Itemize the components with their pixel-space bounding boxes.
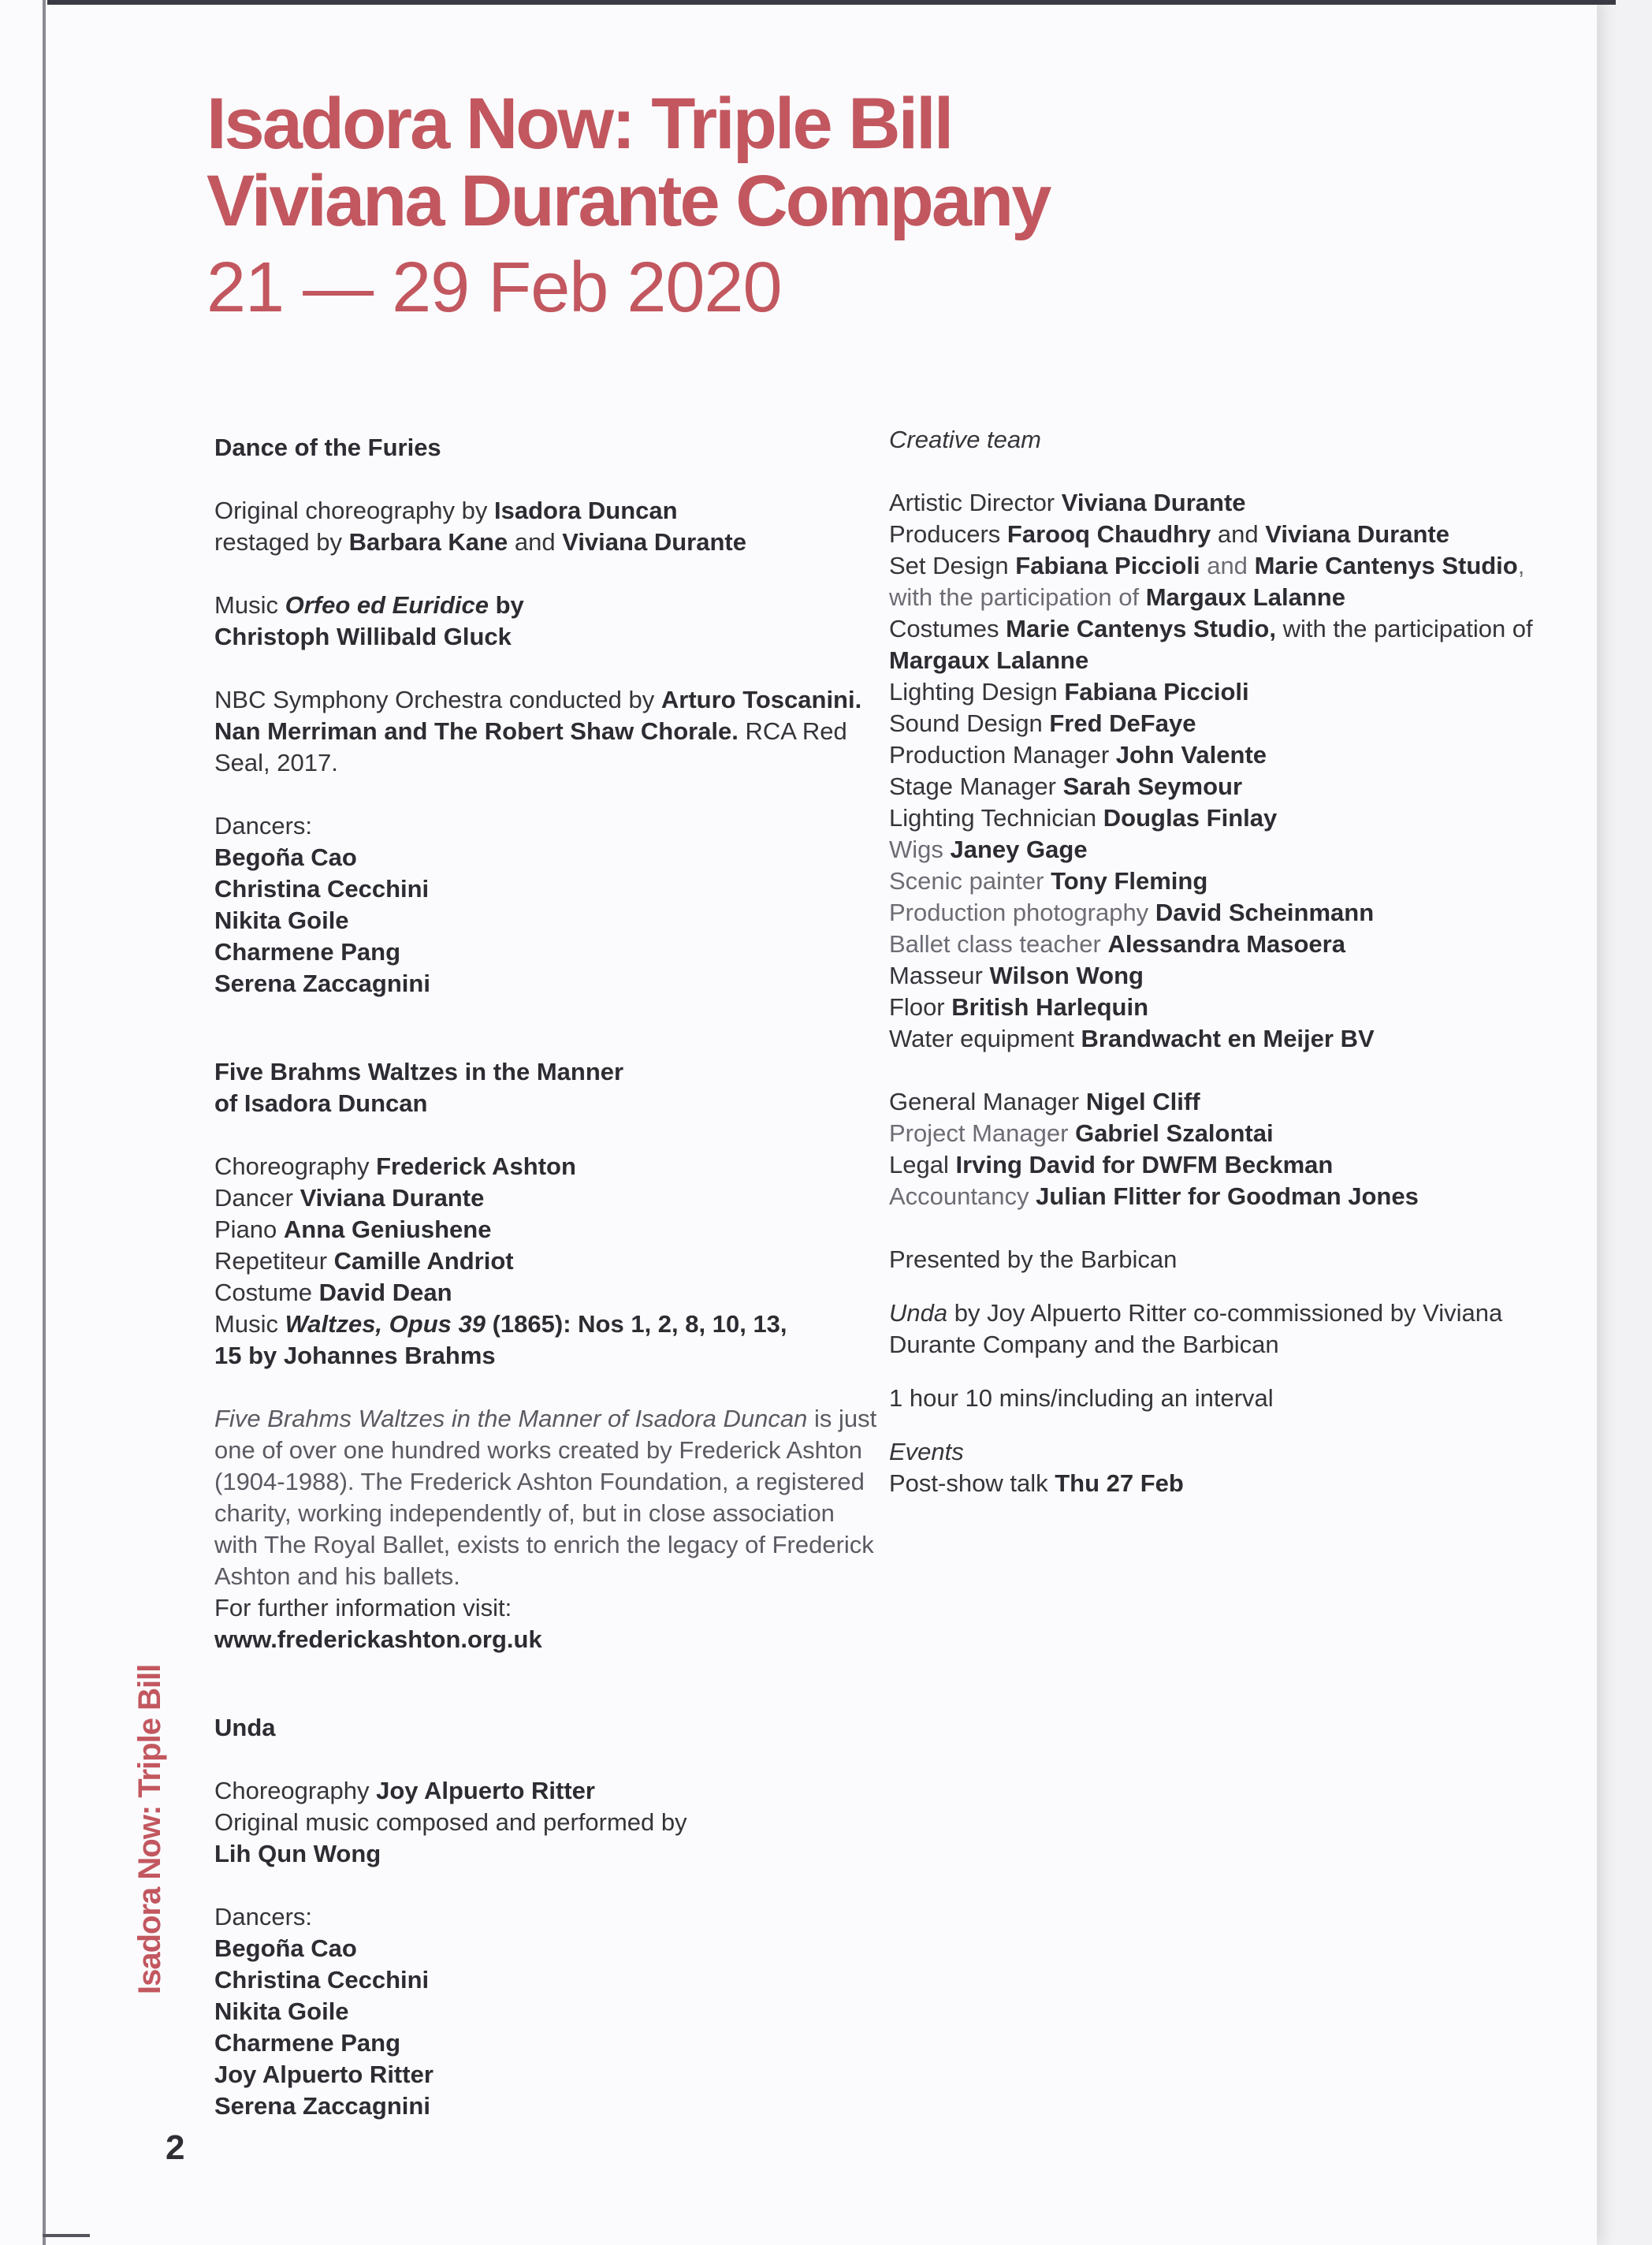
music-by: by <box>495 591 524 619</box>
creative-credit <box>889 897 1567 929</box>
credit-role: Repetiteur <box>214 1247 328 1275</box>
credit-name: Julian Flitter for Goodman Jones <box>1036 1182 1419 1210</box>
credit-name: Gabriel Szalontai <box>1075 1119 1274 1147</box>
management-credit <box>889 1181 1567 1212</box>
credit-name: John Valente <box>1115 741 1267 769</box>
credit-name: British Harlequin <box>951 993 1149 1021</box>
brahms-credit <box>214 1182 884 1214</box>
credit-role: Costumes <box>889 615 999 642</box>
credit-name: Joy Alpuerto Ritter <box>376 1777 595 1804</box>
side-running-title: Isadora Now: Triple Bill <box>132 1664 167 1994</box>
credit-name: Fabiana Piccioli <box>1015 552 1200 579</box>
credit-name: Tony Fleming <box>1051 867 1208 895</box>
credit-name: Viviana Durante <box>1265 520 1449 548</box>
credit-role: Choreography <box>214 1777 370 1804</box>
title-line-2: Viviana Durante Company <box>206 161 1050 241</box>
page-number: 2 <box>166 2128 185 2167</box>
credit-name: Lih Qun Wong <box>214 1840 381 1867</box>
creative-credit <box>889 834 1567 866</box>
credit-name: David Scheinmann <box>1155 899 1375 926</box>
title-dates: 21 — 29 Feb 2020 <box>206 248 782 327</box>
credit-role: Music <box>214 1310 278 1338</box>
event-date: Thu 27 Feb <box>1055 1469 1184 1497</box>
credit-name: Fred DeFaye <box>1049 709 1196 737</box>
dancer-name: Serena Zaccagnini <box>214 2092 430 2120</box>
unda-choreography <box>214 1775 884 1807</box>
dancer-name: Begoña Cao <box>214 843 357 871</box>
creative-credit <box>889 613 1567 676</box>
dancer-name: Charmene Pang <box>214 2029 401 2057</box>
music-title: Orfeo ed Euridice <box>285 591 489 619</box>
furies-dancer <box>214 873 884 905</box>
furies-dancer <box>214 905 884 936</box>
credit-role: restaged by <box>214 528 342 556</box>
brahms-credit <box>214 1151 884 1182</box>
running-time: 1 hour 10 mins/including an interval <box>889 1384 1274 1412</box>
creative-credit <box>889 487 1567 519</box>
credit-role: Original music composed and performed by <box>214 1808 687 1836</box>
management-credit <box>889 1086 1567 1118</box>
credit-role: Production photography <box>889 899 1149 926</box>
furies-choreography <box>214 495 884 558</box>
event-item <box>889 1468 1567 1499</box>
credit-role: Music <box>214 591 278 619</box>
unda-dancers-label: Dancers: <box>214 1903 313 1930</box>
conjunction: and <box>514 528 556 556</box>
dancer-name: Christina Cecchini <box>214 1966 430 1994</box>
credit-role: Production Manager <box>889 741 1110 769</box>
creative-heading-text: Creative team <box>889 426 1041 453</box>
music-detail: 15 by Johannes Brahms <box>214 1342 496 1369</box>
credit-name: Christoph Willibald Gluck <box>214 623 512 650</box>
blurb-work-title: Five Brahms Waltzes in the Manner of Isadora Duncan <box>214 1405 808 1432</box>
brahms-credit <box>214 1277 884 1309</box>
credit-name: Margaux Lalanne <box>889 646 1089 674</box>
event-text: Post-show talk <box>889 1469 1048 1497</box>
presented-by: Presented by the Barbican <box>889 1245 1178 1273</box>
brahms-heading <box>214 1056 884 1119</box>
furies-dancer <box>214 936 884 968</box>
credit-name: Douglas Finlay <box>1103 804 1278 832</box>
brahms-credit <box>214 1214 884 1245</box>
credit-role: Choreography <box>214 1152 370 1180</box>
furies-recording <box>214 684 884 779</box>
left-column <box>214 432 884 2122</box>
conjunction: and <box>1217 520 1259 548</box>
credit-name: Camille Andriot <box>333 1247 514 1275</box>
credit-name: Nigel Cliff <box>1085 1088 1200 1115</box>
unda-dancer <box>214 1964 884 1996</box>
credit-name: Anna Geniushene <box>283 1216 492 1243</box>
furies-dancer <box>214 968 884 1000</box>
creative-credit <box>889 802 1567 834</box>
management-credit <box>889 1149 1567 1181</box>
unda-heading: Unda <box>214 1714 276 1741</box>
credit-name: Viviana Durante <box>562 528 746 556</box>
furies-dancer <box>214 842 884 873</box>
creative-credit <box>889 992 1567 1023</box>
recording-performers: Arturo Toscanini. Nan Merriman and The Robert Shaw Chorale. <box>214 686 862 745</box>
creative-credit <box>889 866 1567 897</box>
unda-dancer <box>214 1933 884 1964</box>
creative-credit <box>889 960 1567 992</box>
furies-music <box>214 590 884 653</box>
creative-credit <box>889 550 1567 613</box>
credit-name: Frederick Ashton <box>376 1152 576 1180</box>
commission-text: by Joy Alpuerto Ritter co-commissioned by Viviana Durante Company and the Barbican <box>889 1299 1503 1358</box>
events-label <box>889 1436 1567 1468</box>
recording-text: NBC Symphony Orchestra conducted by <box>214 686 655 713</box>
creative-credit <box>889 708 1567 739</box>
credit-name: Farooq Chaudhry <box>1006 520 1211 548</box>
unda-dancer <box>214 2090 884 2122</box>
creative-credit <box>889 1023 1567 1055</box>
credit-role: Legal <box>889 1151 949 1178</box>
credit-name: Brandwacht en Meijer BV <box>1081 1025 1375 1052</box>
dancer-name: Joy Alpuerto Ritter <box>214 2061 433 2088</box>
music-title: Waltzes, Opus 39 <box>285 1310 486 1338</box>
credit-role: Original choreography by <box>214 497 488 524</box>
events-label-text: Events <box>889 1438 964 1465</box>
unda-music <box>214 1807 884 1870</box>
dancer-name: Charmene Pang <box>214 938 401 966</box>
title-line-1: Isadora Now: Triple Bill <box>206 84 952 164</box>
credit-role: Lighting Technician <box>889 804 1097 832</box>
dancer-name: Christina Cecchini <box>214 875 430 903</box>
management-credit <box>889 1118 1567 1149</box>
blurb-info: For further information visit: <box>214 1594 512 1621</box>
blurb-text: is just one of over one hundred works created by Frederick Ashton (1904-1988). The Frederick Ashton Foundation, a registered charity, working independently of, but in close association with The Royal Ballet, exists to enrich the legacy of Frederick Ashton and his ballets. <box>214 1405 877 1590</box>
creative-credit <box>889 519 1567 550</box>
credit-role: Piano <box>214 1216 277 1243</box>
credit-role: Costume <box>214 1279 313 1306</box>
credit-role: Sound Design <box>889 709 1043 737</box>
creative-team-heading <box>889 424 1567 456</box>
credit-role: General Manager <box>889 1088 1080 1115</box>
bottom-edge-rule <box>43 2234 90 2237</box>
music-detail: (1865): Nos 1, 2, 8, 10, 13, <box>492 1310 787 1338</box>
credit-role: Producers <box>889 520 1001 548</box>
brahms-credit <box>214 1245 884 1277</box>
credit-note: with the participation of <box>1282 615 1533 642</box>
credit-role: Dancer <box>214 1184 293 1212</box>
brahms-music <box>214 1309 884 1372</box>
credit-name: Irving David for DWFM Beckman <box>955 1151 1334 1178</box>
recording-label: RCA Red Seal, 2017. <box>214 717 847 776</box>
dancer-name: Serena Zaccagnini <box>214 970 430 997</box>
dancer-name: Nikita Goile <box>214 1997 349 2025</box>
creative-credit <box>889 739 1567 771</box>
unda-dancer <box>214 1996 884 2027</box>
dancer-name: Nikita Goile <box>214 907 349 934</box>
credit-role: Wigs <box>889 836 943 863</box>
credit-role: Stage Manager <box>889 773 1056 800</box>
commission-work-title: Unda <box>889 1299 948 1327</box>
credit-name: Isadora Duncan <box>493 497 678 524</box>
commission-note <box>889 1297 1567 1361</box>
brahms-heading-line: Five Brahms Waltzes in the Manner <box>214 1058 624 1085</box>
ashton-link[interactable] <box>214 1624 884 1655</box>
credit-name: Viviana Durante <box>1061 489 1246 516</box>
credit-role: Set Design <box>889 552 1009 579</box>
furies-dancers-label: Dancers: <box>214 812 313 840</box>
credit-name: Wilson Wong <box>989 962 1144 989</box>
top-edge-rule <box>47 0 1616 5</box>
creative-credit <box>889 771 1567 802</box>
credit-role: Project Manager <box>889 1119 1069 1147</box>
credit-name: Viviana Durante <box>300 1184 485 1212</box>
conjunction: and <box>1207 552 1248 579</box>
ashton-url[interactable]: www.frederickashton.org.uk <box>214 1625 542 1653</box>
unda-dancer <box>214 2027 884 2059</box>
credit-name: David Dean <box>318 1279 452 1306</box>
credit-name: Marie Cantenys Studio, <box>1006 615 1276 642</box>
credit-name: Janey Gage <box>950 836 1088 863</box>
credit-role: Lighting Design <box>889 678 1058 706</box>
credit-role: Accountancy <box>889 1182 1029 1210</box>
credit-name: Margaux Lalanne <box>1145 583 1345 611</box>
credit-role: Ballet class teacher <box>889 930 1101 958</box>
credit-role: Floor <box>889 993 945 1021</box>
credit-name: Sarah Seymour <box>1062 773 1243 800</box>
credit-role: Artistic Director <box>889 489 1055 516</box>
dancer-name: Begoña Cao <box>214 1934 357 1962</box>
credit-role: Water equipment <box>889 1025 1074 1052</box>
credit-name: Marie Cantenys Studio <box>1254 552 1518 579</box>
credit-name: Alessandra Masoera <box>1107 930 1345 958</box>
credit-role: Scenic painter <box>889 867 1044 895</box>
brahms-heading-line: of Isadora Duncan <box>214 1089 428 1117</box>
credit-role: Masseur <box>889 962 983 989</box>
creative-credit <box>889 676 1567 708</box>
right-column <box>889 424 1567 1499</box>
ashton-foundation-note <box>214 1403 884 1592</box>
creative-credit <box>889 929 1567 960</box>
credit-note: , with the participation of <box>889 552 1525 611</box>
unda-dancer <box>214 2059 884 2090</box>
credit-name: Barbara Kane <box>348 528 508 556</box>
credit-name: Fabiana Piccioli <box>1064 678 1249 706</box>
page-title <box>206 85 1049 331</box>
furies-heading: Dance of the Furies <box>214 434 441 461</box>
binding-edge-rule <box>43 0 46 2245</box>
